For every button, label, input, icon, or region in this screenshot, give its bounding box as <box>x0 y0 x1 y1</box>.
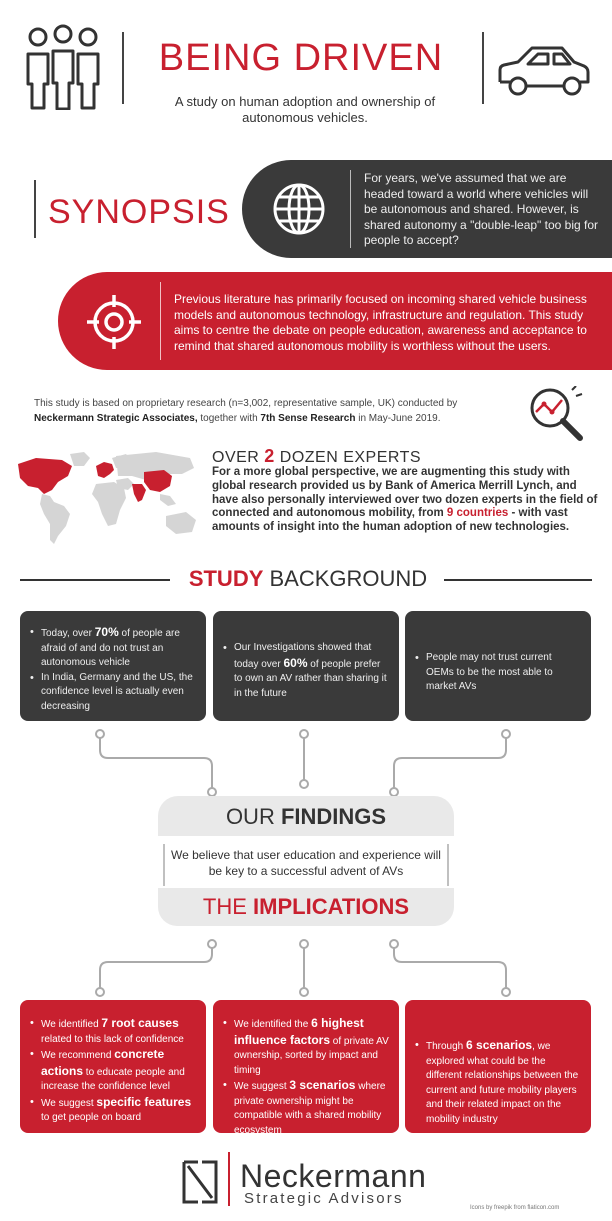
bullet-pre: We suggest <box>41 1097 97 1109</box>
implications-box-factors <box>213 1000 399 1136</box>
bullet-pre: We recommend <box>41 1050 115 1061</box>
bullet-post: of private AV ownership, sorted by impact and timing <box>234 1035 389 1076</box>
bullet-pre: Our Investigations showed that today over <box>234 642 372 670</box>
footer-company-subtitle: Strategic Advisors <box>244 1190 404 1207</box>
bullet-highlight: 6 scenarios <box>466 1038 533 1052</box>
findings-heading-pre: OUR <box>225 804 281 829</box>
synopsis-divider <box>34 180 36 238</box>
experts-text-highlight: 9 countries <box>446 507 509 520</box>
bullet-pre: We identified the <box>234 1019 312 1030</box>
implications-heading-pre: THE <box>202 894 254 919</box>
study-note-suffix: in May-June 2019. <box>355 413 441 424</box>
bullet-post: where private ownership might be compatible with a shared mobility ecosystem <box>234 1081 386 1136</box>
experts-heading-pre: OVER <box>212 449 265 466</box>
list-item: • Today, over 70% of people are afraid of and do not trust an autonomous vehicle <box>30 625 180 668</box>
implications-heading-bold: IMPLICATIONS <box>253 894 410 919</box>
findings-heading-bold: FINDINGS <box>280 804 387 829</box>
list-item: • People may not trust current OEMs to be the most able to market AVs <box>415 651 581 695</box>
study-source-note <box>34 396 522 426</box>
experts-heading-number: 2 <box>264 446 275 466</box>
bullet-post: related to this lack of confidence <box>41 1033 184 1045</box>
bullet-highlight: 7 root causes <box>101 1016 179 1030</box>
list-item: • Through 6 scenarios, we explored what could be the different relationships between the current and future mobility players and their related impact on the mobility industry <box>415 1038 579 1125</box>
implications-heading <box>160 894 452 920</box>
header-divider-right <box>482 32 484 104</box>
implications-box-scenarios <box>405 1000 591 1133</box>
analytics-magnifier-icon <box>528 386 588 442</box>
bullet-post: , we explored what could be the different relationships between the current and future mobility players and their related impact on the mobility industry <box>426 1041 579 1125</box>
study-org-1: Neckermann Strategic Associates, <box>34 413 198 424</box>
synopsis-literature-text: Previous literature has primarily focused on incoming shared vehicle business models and autonomous technology, infrastructure and regulation. This study aims to centre the debate on people education, awareness and acceptance to remind that shared autonomous mobility is worthless without the users. <box>174 292 587 353</box>
world-map-icon <box>12 450 202 548</box>
bullet-pre: Through <box>426 1041 467 1052</box>
synopsis-literature-panel <box>58 272 612 370</box>
icon-credit: Icons by freepik from flaticon.com <box>470 1205 560 1211</box>
list-item: • Our Investigations showed that today over 60% of people prefer to own an AV rather than sharing it in the future <box>223 642 387 699</box>
background-heading-bold: STUDY <box>188 566 264 591</box>
experts-description <box>212 466 604 535</box>
synopsis-question-panel <box>242 160 612 258</box>
page-title: BEING DRIVEN <box>158 37 444 79</box>
study-org-2: 7th Sense Research <box>260 413 356 424</box>
findings-heading <box>160 804 452 830</box>
bullet-post: to get people on board <box>41 1112 142 1123</box>
panel-separator <box>160 282 161 360</box>
synopsis-question-text: For years, we've assumed that we are headed toward a world where vehicles will be autonomous and shared. However, is shared autonomy a "double-leap" too big for people to accept? <box>364 171 599 247</box>
background-rule-left <box>20 579 170 581</box>
synopsis-heading: SYNOPSIS <box>48 193 230 231</box>
experts-text-post: - with vast amounts of insight into the human adoption of new technologies. <box>212 507 570 534</box>
background-box-ownership <box>213 611 399 721</box>
bullet-highlight: 3 scenarios <box>289 1078 356 1092</box>
bullet-pre: We identified <box>41 1019 102 1030</box>
bullet-highlight: 70% <box>94 625 119 639</box>
background-heading <box>160 566 456 592</box>
study-note-prefix: This study is based on proprietary research (n=3,002, representative sample, UK) conducted by <box>34 398 458 409</box>
header-divider-left <box>122 32 124 104</box>
bullet-highlight: 6 highest influence factors <box>234 1016 364 1047</box>
footer-company-name: Neckermann <box>240 1158 427 1194</box>
connector-lines-top <box>0 722 612 798</box>
list-item: • We suggest 3 scenarios where private ownership might be compatible with a shared mobility ecosystem <box>223 1078 386 1136</box>
footer-divider <box>228 1152 230 1206</box>
background-box-oems <box>405 611 591 721</box>
list-item: • We identified the 6 highest influence factors of private AV ownership, sorted by impact and timing <box>223 1016 389 1076</box>
bullet-post: of people prefer to own an AV rather than sharing it in the future <box>234 658 387 699</box>
target-icon <box>86 294 142 350</box>
bullet-text: In India, Germany and the US, the confidence level is actually even decreasing <box>41 671 193 712</box>
bullet-pre: Today, over <box>41 628 95 639</box>
page-subtitle: A study on human adoption and ownership of autonomous vehicles. <box>174 94 436 125</box>
car-icon <box>494 42 594 100</box>
connector-lines-bottom <box>0 934 612 1004</box>
list-item: • We recommend concrete actions to educate people and increase the confidence level <box>30 1047 185 1092</box>
bullet-text: People may not trust current OEMs to be the most able to market AVs <box>426 652 553 692</box>
background-heading-rest: BACKGROUND <box>263 566 428 591</box>
bullet-post: of people are afraid of and do not trust an autonomous vehicle <box>41 628 180 668</box>
globe-icon <box>272 182 326 236</box>
experts-heading <box>212 446 421 467</box>
list-item: • We identified 7 root causes related to this lack of confidence <box>30 1016 184 1045</box>
background-box-trust <box>20 611 206 721</box>
implications-box-causes <box>20 1000 206 1133</box>
background-rule-right <box>444 579 592 581</box>
neckermann-logo-mark <box>180 1158 220 1206</box>
panel-separator <box>350 170 351 248</box>
bullet-highlight: specific features <box>96 1094 192 1109</box>
list-item: • We suggest specific features to get people on board <box>30 1094 192 1123</box>
experts-heading-post: DOZEN EXPERTS <box>274 449 422 466</box>
bullet-highlight: concrete actions <box>41 1047 165 1078</box>
list-item: • In India, Germany and the US, the confidence level is actually even decreasing <box>30 671 196 715</box>
people-icon <box>18 24 108 110</box>
bullet-post: to educate people and increase the confidence level <box>41 1066 185 1092</box>
experts-text-pre: For a more global perspective, we are augmenting this study with global research provided us by Bank of America Merrill Lynch, and have also personally interviewed over two dozen experts in the field of connected and autonomous mobility, from <box>212 466 598 520</box>
bullet-highlight: 60% <box>283 655 308 670</box>
study-note-middle: together with <box>197 413 261 424</box>
findings-statement: We believe that user education and experience will be key to a successful advent of AVs <box>171 848 441 878</box>
bullet-pre: We suggest <box>234 1081 290 1092</box>
